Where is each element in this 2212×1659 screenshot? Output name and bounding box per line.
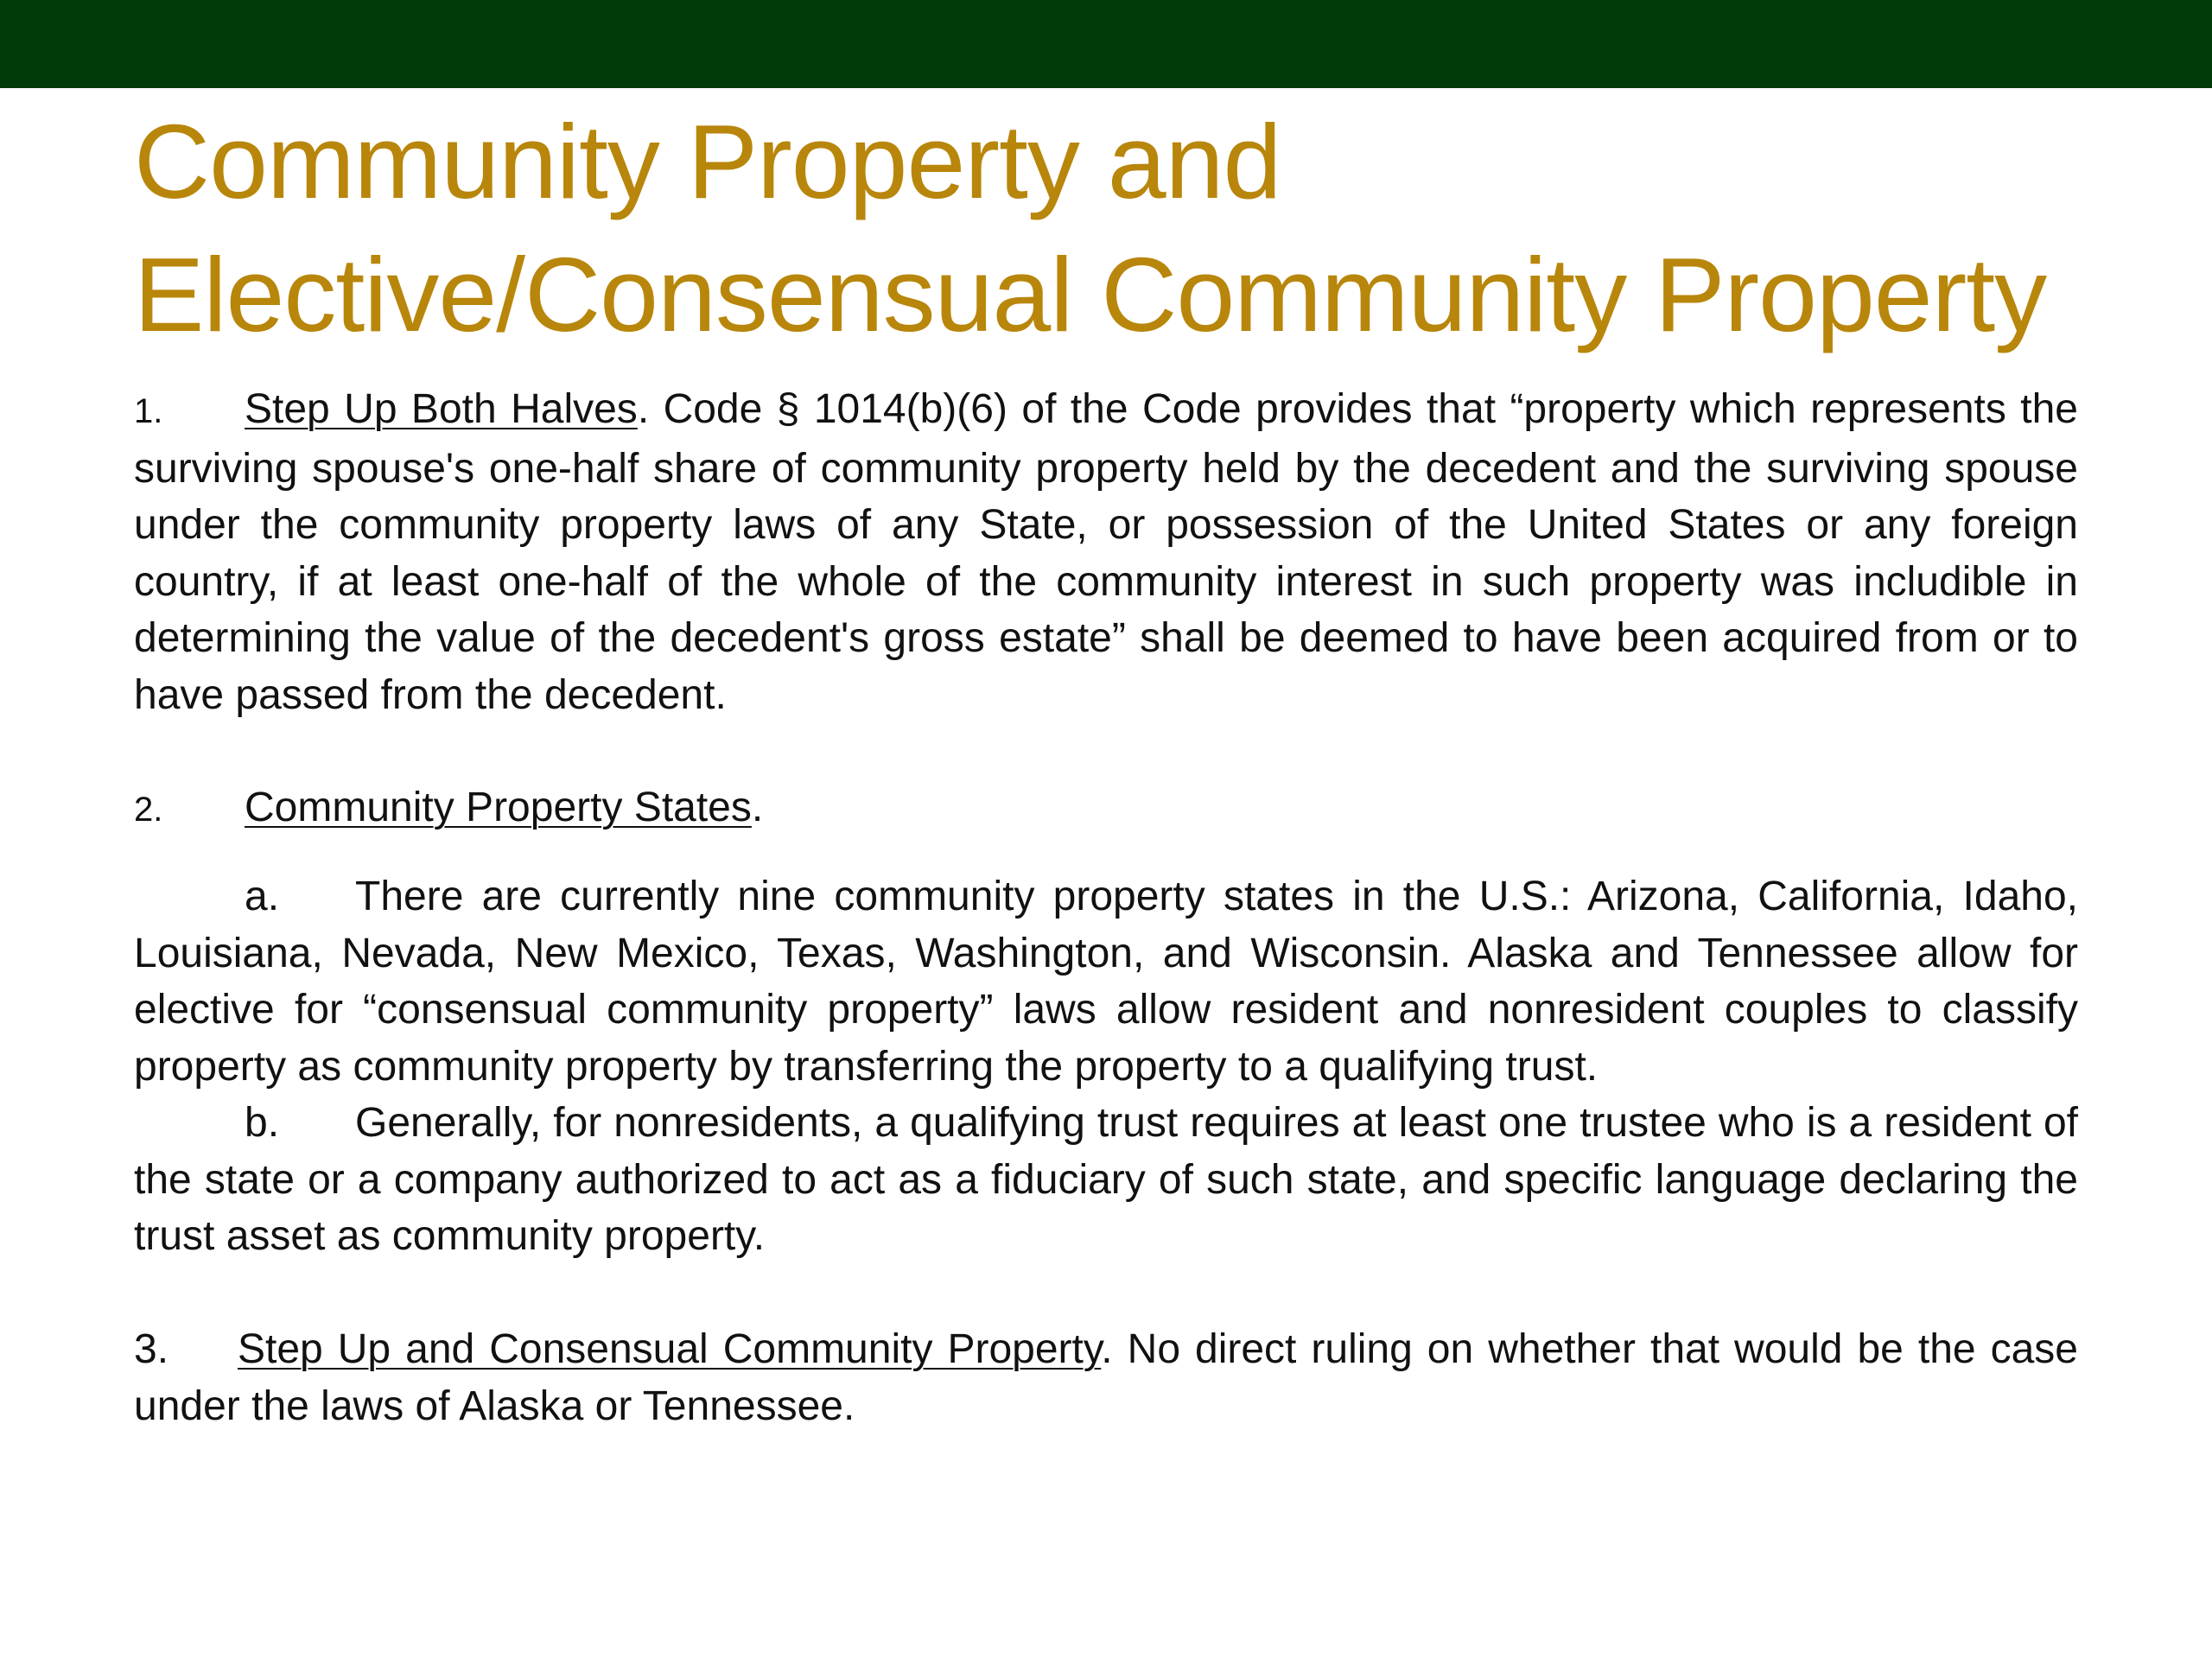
item-2b-letter: b. [245,1100,280,1146]
item-2-paragraph [134,779,2078,839]
item-2a-text: There are currently nine community property states in the U.S.: Arizona, California, Idaho, Louisiana, Nevada, New Mexico, Texas, Washington, and Wisconsin. Alaska and Tennessee allow for elective for “consensual community property” laws allow resident and nonresident couples to classify property as community property by transferring the property to a qualifying trust. [134,874,2078,1090]
item-1-heading-suffix: . [637,386,650,432]
item-2a-letter: a. [245,874,280,919]
top-banner-bar [0,0,2212,88]
slide-title-line-2: Elective/Consensual Community Property [134,236,2047,353]
item-1-paragraph [134,381,2078,723]
slide-title-line-1: Community Property and [134,103,1281,220]
item-1-number: 1. [134,392,163,430]
slide-title [134,95,2121,361]
item-2-heading: Community Property States [245,785,752,830]
item-2b-paragraph [134,1095,2078,1265]
item-3-number: 3. [134,1326,169,1372]
item-2-number: 2. [134,791,163,829]
item-2a-paragraph [134,868,2078,1095]
item-1-heading: Step Up Both Halves [245,386,638,432]
item-3-text: No direct ruling on whether that would be the case under the laws of Alaska or Tennessee. [134,1326,2078,1429]
item-2-heading-suffix: . [751,785,764,830]
item-1-text: Code § 1014(b)(6) of the Code provides that “property which represents the surviving spouse's one-half share of community property held by the decedent and the surviving spouse under the community property laws of any State, or possession of the United States or any foreign country, if at least one-half of the whole of the community interest in such property was includible in determining the value of the decedent's gross estate” shall be deemed to have been acquired from or to have passed from the decedent. [134,386,2078,718]
item-2b-text: Generally, for nonresidents, a qualifying trust requires at least one trustee who is a resident of the state or a company authorized to act as a fiduciary of such state, and specific language declaring the trust asset as community property. [134,1100,2078,1259]
item-3-heading: Step Up and Consensual Community Property [238,1326,1102,1372]
item-3-heading-suffix: . [1101,1326,1113,1372]
item-3-paragraph [134,1321,2078,1434]
